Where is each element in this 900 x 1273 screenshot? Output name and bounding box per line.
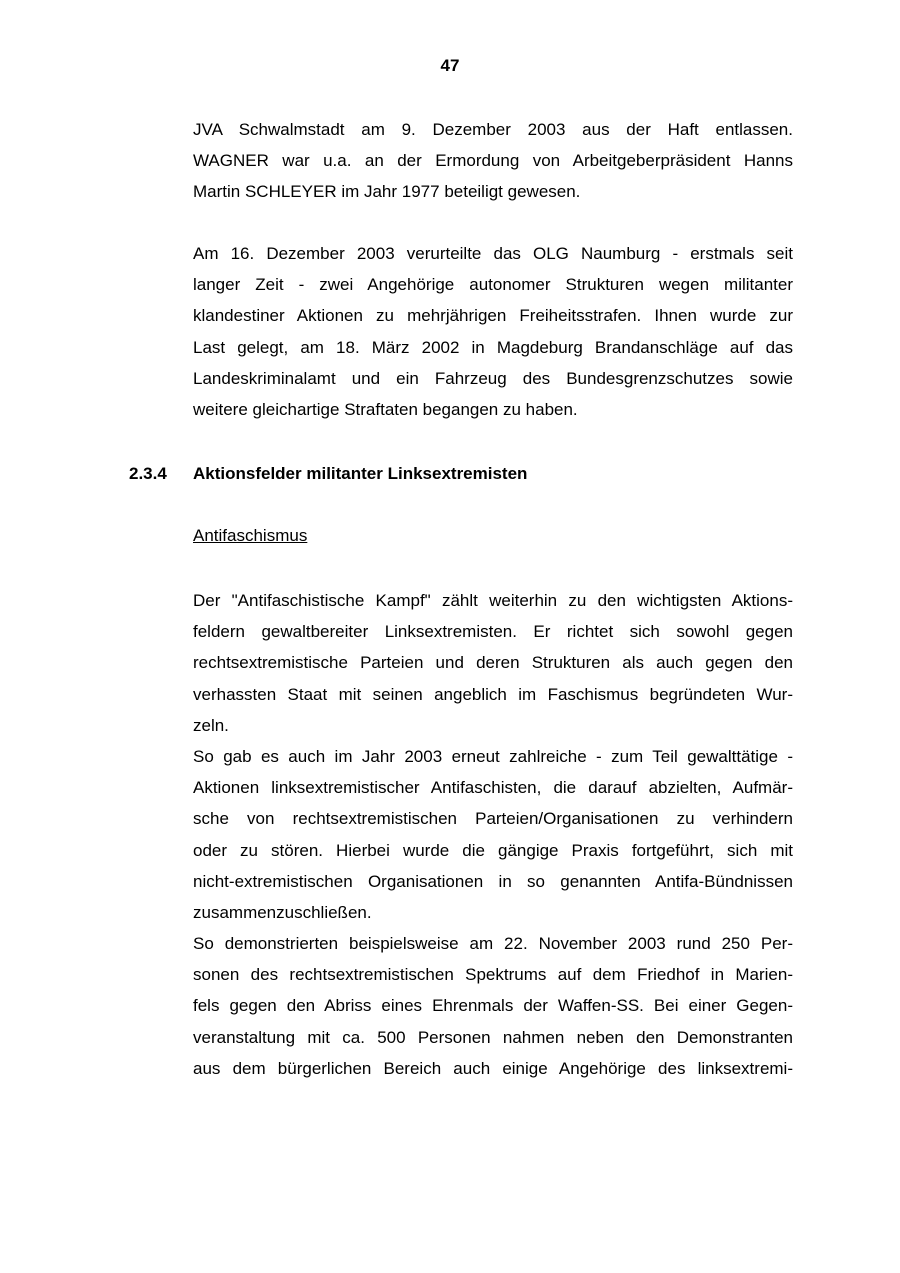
text-line: Aktionen linksextremistischer Antifaschisten, die darauf abzielten, Aufmär- bbox=[193, 778, 793, 798]
text-line: weitere gleichartige Straftaten begangen zu haben. bbox=[193, 399, 578, 419]
section-heading bbox=[129, 462, 527, 486]
text-line: fels gegen den Abriss eines Ehrenmals der Waffen-SS. Bei einer Gegen- bbox=[193, 996, 793, 1016]
text-line: zusammenzuschließen. bbox=[193, 902, 372, 922]
text-line: Martin SCHLEYER im Jahr 1977 beteiligt gewesen. bbox=[193, 182, 581, 202]
paragraph-verdict bbox=[193, 238, 793, 425]
text-line: sonen des rechtsextremistischen Spektrums auf dem Friedhof in Marien- bbox=[193, 965, 793, 985]
text-line: aus dem bürgerlichen Bereich auch einige Angehörige des linksextremi- bbox=[193, 1058, 793, 1078]
text-line: WAGNER war u.a. an der Ermordung von Arbeitgeberpräsident Hanns bbox=[193, 151, 793, 171]
text-line: Der "Antifaschistische Kampf" zählt weiterhin zu den wichtigsten Aktions- bbox=[193, 591, 793, 610]
text-line: JVA Schwalmstadt am 9. Dezember 2003 aus der Haft entlassen. bbox=[193, 120, 793, 139]
text-line: zeln. bbox=[193, 715, 229, 735]
subsection-heading: Antifaschismus bbox=[193, 526, 308, 545]
section-number: 2.3.4 bbox=[129, 464, 167, 483]
text-line: sche von rechtsextremistischen Parteien/Organisationen zu verhindern bbox=[193, 809, 793, 829]
text-line: Landeskriminalamt und ein Fahrzeug des Bundesgrenzschutzes sowie bbox=[193, 368, 793, 388]
page-number: 47 bbox=[440, 56, 460, 75]
text-line: langer Zeit - zwei Angehörige autonomer Strukturen wegen militanter bbox=[193, 275, 793, 295]
text-line: feldern gewaltbereiter Linksextremisten. Er richtet sich sowohl gegen bbox=[193, 622, 793, 642]
text-line: verhassten Staat mit seinen angeblich im Faschismus begründeten Wur- bbox=[193, 684, 793, 704]
text-line: So gab es auch im Jahr 2003 erneut zahlreiche - zum Teil gewalttätige - bbox=[193, 746, 793, 766]
text-line: rechtsextremistische Parteien und deren Strukturen als auch gegen den bbox=[193, 653, 793, 673]
paragraph-release bbox=[193, 114, 793, 208]
section-title: Aktionsfelder militanter Linksextremisten bbox=[193, 464, 528, 483]
text-line: veranstaltung mit ca. 500 Personen nahmen neben den Demonstranten bbox=[193, 1027, 793, 1047]
text-line: oder zu stören. Hierbei wurde die gängige Praxis fortgeführt, sich mit bbox=[193, 840, 793, 860]
text-line: Last gelegt, am 18. März 2002 in Magdeburg Brandanschläge auf das bbox=[193, 337, 793, 357]
text-line: nicht-extremistischen Organisationen in so genannten Antifa-Bündnissen bbox=[193, 871, 793, 891]
text-line: So demonstrierten beispielsweise am 22. November 2003 rund 250 Per- bbox=[193, 934, 793, 954]
text-line: Am 16. Dezember 2003 verurteilte das OLG Naumburg - erstmals seit bbox=[193, 244, 793, 263]
body-text bbox=[193, 585, 793, 1084]
text-line: klandestiner Aktionen zu mehrjährigen Freiheitsstrafen. Ihnen wurde zur bbox=[193, 306, 793, 326]
